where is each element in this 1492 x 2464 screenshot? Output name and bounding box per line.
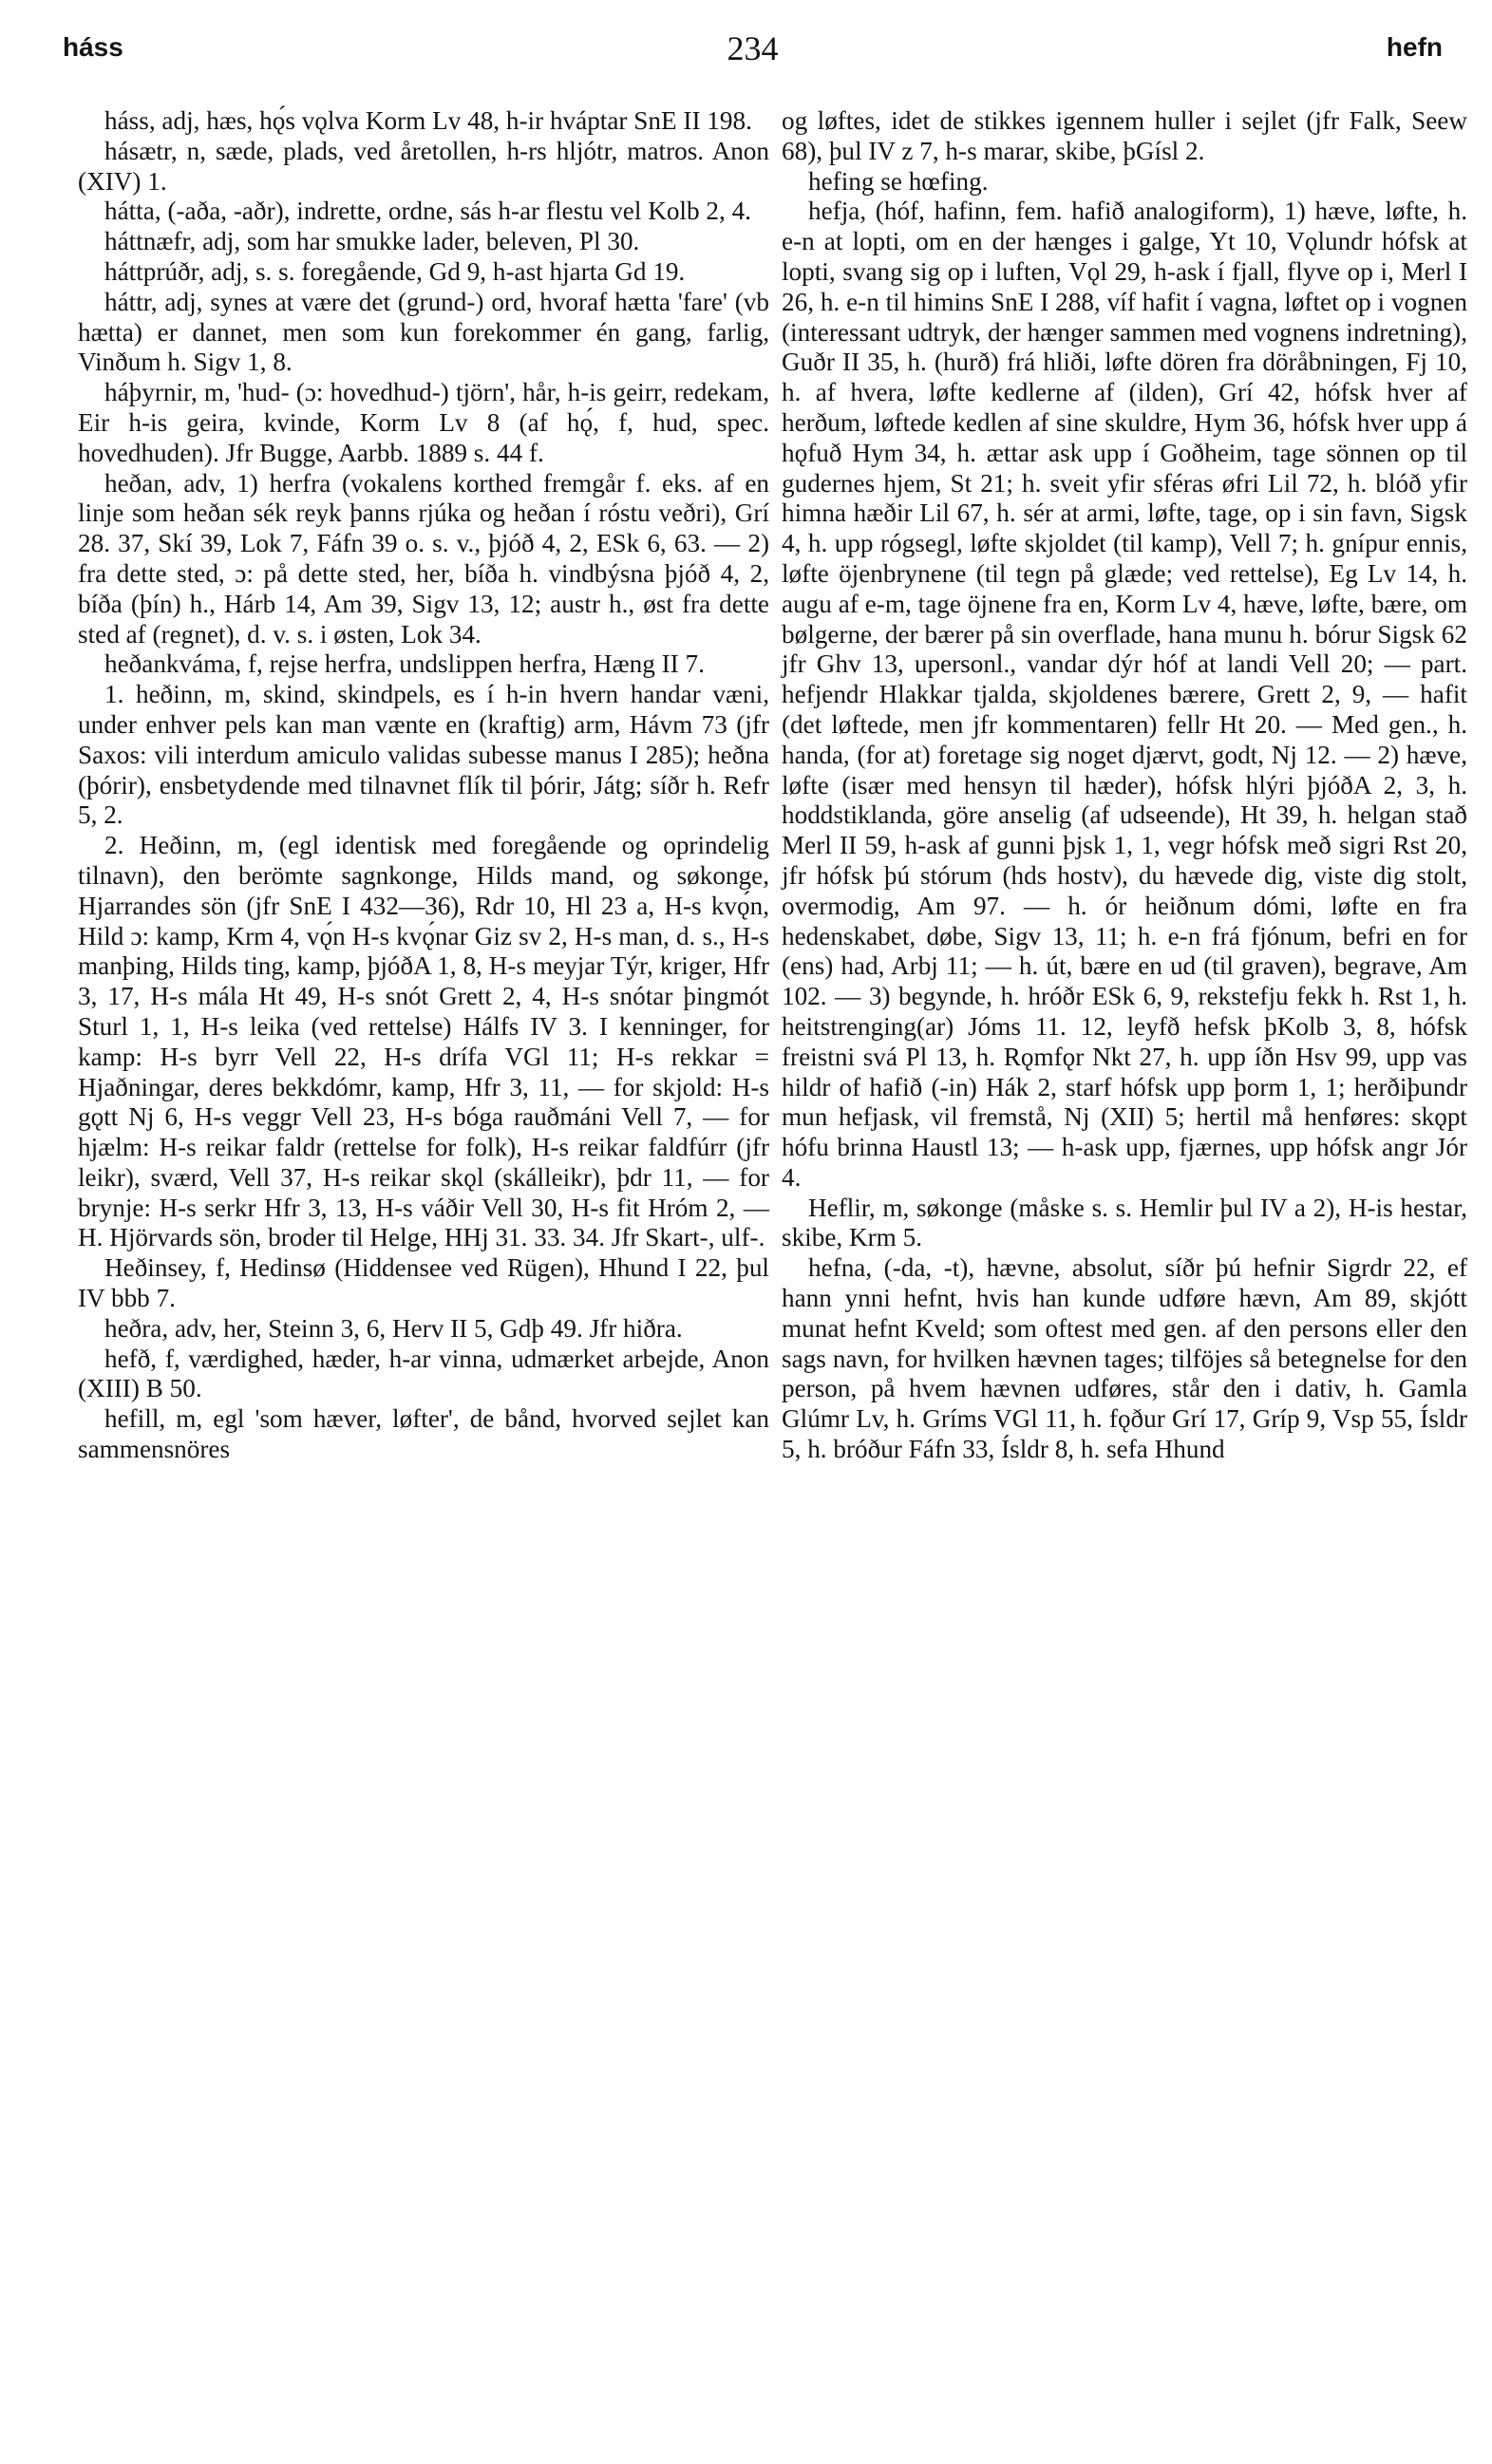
entry-headword: 1. heðinn, [104, 680, 213, 709]
entry-headword: háss, [104, 106, 156, 135]
entry-text: n, sæde, plads, ved åretollen, h-rs hljótr, matros. Anon (XIV) 1. [78, 136, 769, 196]
right-column [782, 106, 1467, 1465]
entry-text: f, Hedinsø (Hiddensee ved Rügen), Hhund I 22, þul IV bbb 7. [78, 1253, 769, 1313]
dictionary-entry [78, 649, 769, 680]
dictionary-entry [782, 1253, 1467, 1465]
dictionary-entry [782, 197, 1467, 1193]
entry-text: adj, hæs, hǫ́s vǫlva Korm Lv 48, h-ir hváptar SnE II 198. [155, 106, 752, 135]
entry-text: adv, her, Steinn 3, 6, Herv II 5, Gdþ 49. Jfr hiðra. [168, 1313, 683, 1343]
entry-text: (-aða, -aðr), indrette, ordne, sás h-ar flestu vel Kolb 2, 4. [161, 197, 751, 226]
entry-text: adj, s. s. foregående, Gd 9, h-ast hjarta Gd 19. [204, 256, 686, 286]
dictionary-entry [78, 378, 769, 468]
dictionary-entry [78, 257, 769, 288]
left-column [78, 106, 769, 1465]
entry-headword: heðra, [104, 1313, 169, 1343]
entry-text: (hóf, hafinn, fem. hafið analogiform), 1) hæve, løfte, h. e-n at lopti, om en der hænges i galge, Yt 10, Vǫlundr hófsk at lopti, svang sig op i luften, Vǫl 29, h-ask í fjall, flyve op i, Merl I 26, h. e-n til himins SnE I 288, víf hafit í vagna, løftet op i vognen (interessant udtryk, der hænger sammen med vognens indretning), Guðr II 35, h. (hurð) frá hliði, løfte dören fra döråbningen, Fj 10, h. af hvera, løfte kedlerne af (ilden), Grí 42, hófsk hver af herðum, løftede kedlen af sine skuldre, Hym 36, hófsk hver upp á hǫfuð Hym 34, h. ættar ask upp í Goðheim, tage sönnen op til gudernes hjem, St 21; h. sveit yfir sféras øfri Lil 72, h. blóð yfir himna hæðir Lil 67, h. sér at armi, løfte, tage, op i sin favn, Sigsk 4, h. upp rógsegl, løfte skjoldet (til kamp), Vell 7; h. gnípur ennis, løfte öjenbrynene (til tegn på glæde; ved rettelse), Eg Lv 14, h. augu af e-m, tage öjnene fra en, Korm Lv 4, hæve, løfte, bære, om bølgerne, der bærer på sin overflade, hana munu h. bórur Sigsk 62 jfr Ghv 13, upersonl., vandar dýr hóf at landi Vell 20; — part. hefjendr Hlakkar tjalda, skjoldenes bærere, Grett 2, 9, — hafit (det løftede, men jfr kommentaren) fellr Ht 20. — Med gen., h. handa, (for at) foretage sig noget djærvt, godt, Nj 12. — 2) hæve, løfte (især med hensyn til hæder), hófsk hlýri þjóðA 2, 3, h. hoddstiklanda, göre anselig (af udseende), Ht 39, h. helgan stað Merl II 59, h-ask af gunni þjsk 1, 1, vegr hófsk með sigri Rst 20, jfr hófsk þú stórum (hds hostv), du hævede dig, viste dig stolt, overmodig, Am 97. — h. ór heiðnum dómi, løfte en fra hedenskabet, døbe, Sigv 13, 11; h. e-n frá fjónum, befri en for (ens) had, Arbj 11; — h. út, bære en ud (til graven), begrave, Am 102. — 3) begynde, h. hróðr ESk 6, 9, rekstefju fekk h. Rst 1, h. heitstrenging(ar) Jóms 11. 12, leyfð hefsk þKolb 3, 8, hófsk freistni svá Pl 13, h. Rǫmfǫr Nkt 27, h. upp íðn Hsv 99, upp vas hildr of hafið (-in) Hák 2, starf hófsk upp þorm 1, 1; herðiþundr mun hefjask, vil fremstå, Nj (XII) 5; hertil må henføres: skǫpt hófu brinna Haustl 13; — h-ask upp, fjærnes, upp hófsk angr Jór 4. [782, 197, 1467, 1192]
entry-text: f, værdighed, hæder, h-ar vinna, udmærket arbejde, Anon (XIII) B 50. [78, 1344, 769, 1403]
entry-headword: hefill, [104, 1404, 166, 1434]
entry-text: se hœfing. [874, 166, 989, 196]
dictionary-entry [782, 167, 1467, 197]
entry-headword: háþyrnir, [104, 378, 198, 407]
page-number: 234 [727, 29, 779, 67]
dictionary-entry [78, 227, 769, 257]
dictionary-entry [78, 197, 769, 227]
entry-text: m, 'hud- (ɔ: hovedhud-) tjörn', hår, h-is geirr, redekam, Eir h-is geira, kvinde, Korm Lv 8 (af hǫ́, f, hud, spec. hovedhuden). Jfr Bugge, Aarbb. 1889 s. 44 f. [78, 378, 769, 467]
entry-headword: heðankváma, [104, 649, 242, 679]
entry-text: adv, 1) herfra (vokalens korthed fremgår f. eks. af en linje som heðan sék reyk þanns rjúka og heðan í róstu veðri), Grí 28. 37, Skí 39, Lok 7, Fáfn 39 o. s. v., þjóð 4, 2, ESk 6, 63. — 2) fra dette sted, ɔ: på dette sted, her, bíða h. vindbýsna þjóð 4, 2, bíða (þín) h., Hárb 14, Am 39, Sigv 13, 12; austr h., øst fra dette sted af (regnet), d. v. s. i østen, Lok 34. [78, 468, 769, 649]
entry-text: (-da, -t), hævne, absolut, síðr þú hefnir Sigrdr 22, ef hann ynni hefnt, hvis han kunde udføre hævn, Am 89, skjótt munat hefnt Kveld; som oftest med gen. af den persons eller den sags navn, for hvilken hævnen tages; tilföjes så betegnelse for den person, på hvem hævnen udføres, står den i dativ, h. Gamla Glúmr Lv, h. Gríms VGl 11, h. fǫður Grí 17, Gríp 9, Vsp 55, Ísldr 5, h. bróður Fáfn 33, Ísldr 8, h. sefa Hhund [782, 1253, 1467, 1464]
dictionary-entry [78, 1345, 769, 1405]
dictionary-entry [782, 106, 1467, 167]
entry-text: m, skind, skindpels, es í h-in hvern handar væni, under enhver pels kan man vænte en (kraftig) arm, Hávm 73 (jfr Saxos: vili interdum amiculo validas subesse manus I 285); heðna (þórir), ensbetydende med tilnavnet flík til þórir, Játg; síðr h. Refr 5, 2. [78, 680, 769, 830]
dictionary-entry [78, 1404, 769, 1465]
dictionary-entry [78, 831, 769, 1253]
entry-headword: háttprúðr, [104, 256, 205, 286]
header-guide-word-left: háss [63, 32, 123, 62]
dictionary-entry [78, 1314, 769, 1345]
entry-headword: hefna, [808, 1253, 873, 1283]
page-header [63, 19, 1443, 82]
entry-headword: 2. Heðinn, [104, 831, 222, 860]
entry-text: og løftes, idet de stikkes igennem huller i sejlet (jfr Falk, Seew 68), þul IV z 7, h-s marar, skibe, þGísl 2. [782, 106, 1467, 165]
entry-headword: hátta, [104, 197, 161, 226]
entry-headword: hásætr, [104, 136, 178, 165]
entry-text: m, (egl identisk med foregående og oprindelig tilnavn), den berömte sagnkonge, Hilds mand, og søkonge, Hjarrandes sön (jfr SnE I 432—36), Rdr 10, Hl 23 a, H-s kvǫ́n, Hild ɔ: kamp, Krm 4, vǫ́n H-s kvǫ́nar Giz sv 2, H-s man, d. s., H-s manþing, Hilds ting, kamp, þjóðA 1, 8, H-s meyjar Týr, kriger, Hfr 3, 17, H-s mála Ht 49, H-s snót Grett 2, 4, H-s snótar þingmót Sturl 1, 1, H-s leika (ved rettelse) Hálfs IV 3. I kenninger, for kamp: H-s byrr Vell 22, H-s drífa VGl 11; H-s rekkar = Hjaðningar, deres bekkdómr, kamp, Hfr 3, 11, — for skjold: H-s gǫtt Nj 6, H-s veggr Vell 23, H-s bóga rauðmáni Vell 7, — for hjælm: H-s reikar faldr (rettelse for folk), H-s reikar faldfúrr (jfr leikr), sværd, Vell 37, H-s reikar skǫl (skálleikr), þdr 11, — for brynje: H-s serkr Hfr 3, 13, H-s váðir Vell 30, H-s fit Hróm 2, — H. Hjörvards sön, broder til Helge, HHj 31. 33. 34. Jfr Skart-, ulf-. [78, 831, 769, 1252]
entry-headword: háttnæfr, [104, 227, 197, 256]
entry-headword: háttr, [104, 287, 158, 316]
entry-headword: Heflir, [808, 1193, 876, 1222]
dictionary-entry [78, 288, 769, 378]
entry-headword: Heðinsey, [104, 1253, 207, 1283]
entry-text: adj, som har smukke lader, beleven, Pl 30. [196, 227, 640, 256]
entry-text: m, egl 'som hæver, løfter', de bånd, hvorved sejlet kan sammensnöres [78, 1404, 769, 1464]
dictionary-entry [78, 469, 769, 650]
entry-headword: hefing [808, 166, 875, 196]
entry-text: adj, synes at være det (grund-) ord, hvoraf hætta 'fare' (vb hætta) er dannet, men som kun forekommer én gang, farlig, Vinðum h. Sigv 1, 8. [78, 287, 769, 377]
dictionary-entry [78, 680, 769, 831]
dictionary-entry [78, 1253, 769, 1314]
dictionary-entry [78, 137, 769, 197]
dictionary-entry [78, 106, 769, 137]
entry-headword: heðan, [104, 468, 173, 498]
dictionary-entry [782, 1194, 1467, 1254]
entry-text: f, rejse herfra, undslippen herfra, Hæng II 7. [241, 649, 705, 679]
entry-headword: hefja, [808, 197, 867, 226]
header-guide-word-right: hefn [1386, 32, 1443, 62]
entry-text: m, søkonge (måske s. s. Hemlir þul IV a 2), H-is hestar, skibe, Krm 5. [782, 1193, 1467, 1252]
entry-headword: hefð, [104, 1344, 158, 1373]
